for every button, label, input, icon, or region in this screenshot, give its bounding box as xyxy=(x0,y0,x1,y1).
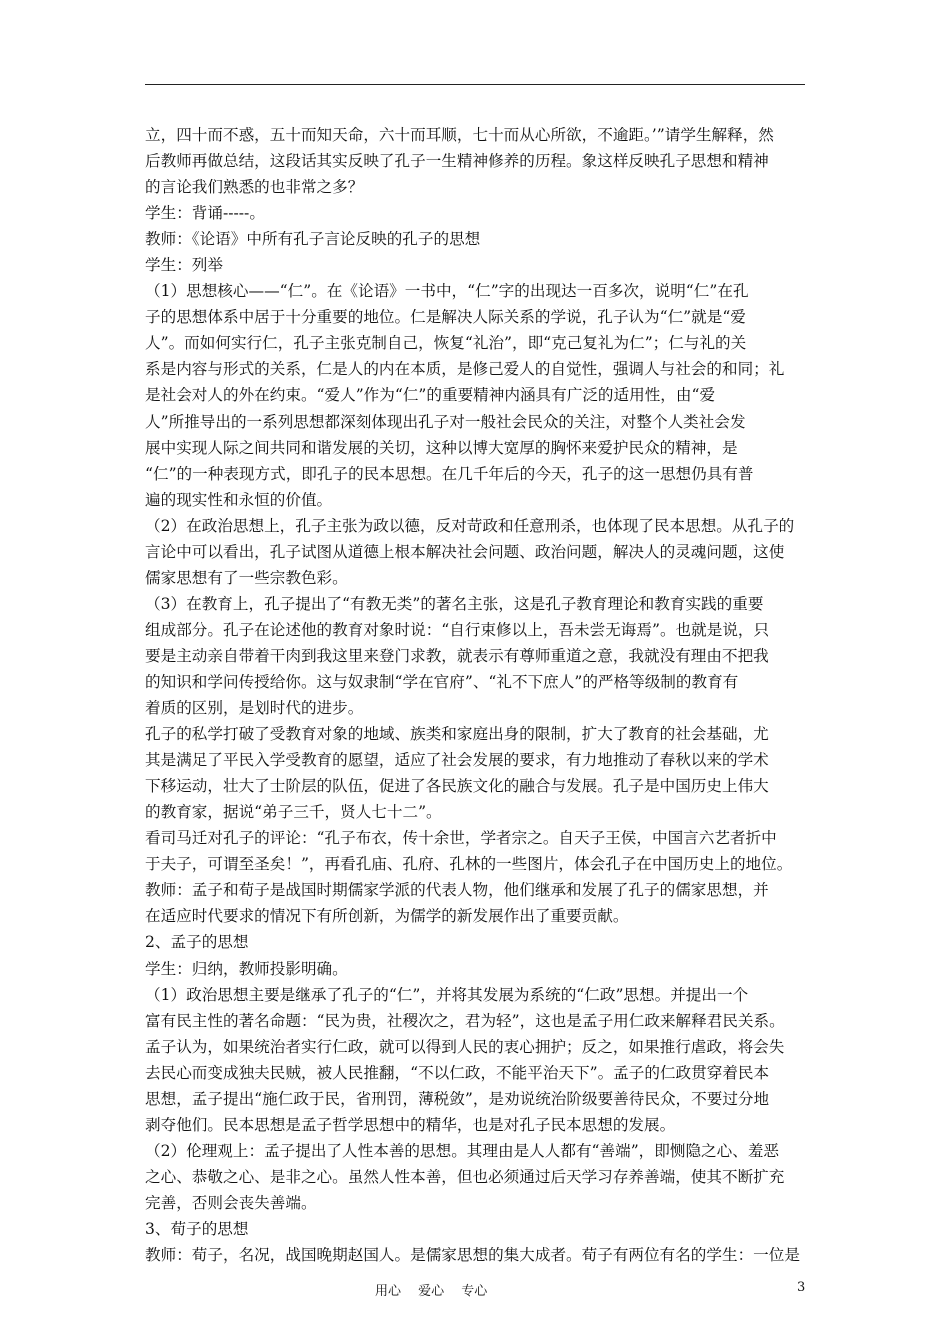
text-line: 组成部分。孔子在论述他的教育对象时说：“自行束修以上，吾未尝无诲焉”。也就是说，只 xyxy=(145,620,770,639)
text-line: 教师：《论语》中所有孔子言论反映的孔子的思想 xyxy=(145,230,481,249)
text-line: 孔子的私学打破了受教育对象的地域、族类和家庭出身的限制，扩大了教育的社会基础，尤 xyxy=(145,725,769,744)
text-line: 思想，孟子提出“施仁政于民，省刑罚，薄税敛”，是劝说统治阶级要善待民众，不要过分地 xyxy=(145,1089,770,1108)
text-line: 去民心而变成独夫民贼，被人民推翻，“不以仁政，不能平治天下”。孟子的仁政贯穿着民本 xyxy=(145,1063,770,1082)
text-line: 的言论我们熟悉的也非常之多？ xyxy=(145,178,364,197)
text-line: 剥夺他们。民本思想是孟子哲学思想中的精华，也是对孔子民本思想的发展。 xyxy=(145,1115,676,1134)
text-line: 遍的现实性和永恒的价值。 xyxy=(145,490,333,509)
text-line: 人”所推导出的一系列思想都深刻体现出孔子对一般社会民众的关注，对整个人类社会发 xyxy=(145,412,746,431)
text-line: 展中实现人际之间共同和谐发展的关切，这种以博大宽厚的胸怀来爱护民众的精神，是 xyxy=(145,438,738,457)
text-line: 其是满足了平民入学受教育的愿望，适应了社会发展的要求，有力地推动了春秋以来的学术 xyxy=(145,751,769,770)
text-line: 学生：列举 xyxy=(145,256,223,275)
text-line: 3、荀子的思想 xyxy=(145,1219,249,1238)
text-line: 看司马迁对孔子的评论：“孔子布衣，传十余世，学者宗之。自天子王侯，中国言六艺者折中 xyxy=(145,829,777,848)
text-line: 言论中可以看出，孔子试图从道德上根本解决社会问题、政治问题，解决人的灵魂问题，这使 xyxy=(145,542,785,561)
text-line: 立，四十而不惑，五十而知天命，六十而耳顺，七十而从心所欲，不逾距。’”请学生解释，然 xyxy=(145,126,774,144)
text-line: （3）在教育上，孔子提出了“有教无类”的著名主张，这是孔子教育理论和教育实践的重要 xyxy=(145,594,764,613)
text-line: 在适应时代要求的情况下有所创新，为儒学的新发展作出了重要贡献。 xyxy=(145,907,629,926)
text-line: 完善，否则会丧失善端。 xyxy=(145,1193,317,1212)
text-line: 富有民主性的著名命题：“民为贵，社稷次之，君为轻”，这也是孟子用仁政来解释君民关系。 xyxy=(145,1011,785,1030)
text-line: 后教师再做总结，这段话其实反映了孔子一生精神修养的历程。象这样反映孔子思想和精神 xyxy=(145,152,769,171)
text-line: 子的思想体系中居于十分重要的地位。仁是解决人际关系的学说，孔子认为“仁”就是“爱 xyxy=(145,308,746,327)
page-number: 3 xyxy=(797,1280,806,1295)
text-line: 是社会对人的外在约束。“爱人”作为“仁”的重要精神内涵具有广泛的适用性，由“爱 xyxy=(145,386,716,405)
text-line: 系是内容与形式的关系，仁是人的内在本质，是修己爱人的自觉性，强调人与社会的和同；礼 xyxy=(145,360,785,379)
text-line: 之心、恭敬之心、是非之心。虽然人性本善，但也必须通过后天学习存养善端，使其不断扩充 xyxy=(145,1167,785,1186)
text-line: 教师：孟子和荀子是战国时期儒家学派的代表人物，他们继承和发展了孔子的儒家思想，并 xyxy=(145,881,769,900)
text-line: 孟子认为，如果统治者实行仁政，就可以得到人民的衷心拥护；反之，如果推行虐政，将会失 xyxy=(145,1037,785,1056)
text-line: 2、孟子的思想 xyxy=(145,933,249,952)
text-line: 于夫子，可谓至圣矣！”，再看孔庙、孔府、孔林的一些图片，体会孔子在中国历史上的地位。 xyxy=(145,855,793,874)
text-line: （2）伦理观上：孟子提出了人性本善的思想。其理由是人人都有“善端”，即恻隐之心、羞恶 xyxy=(145,1141,780,1160)
text-line: （1）思想核心——“仁”。在《论语》一书中，“仁”字的出现达一百多次，说明“仁”在孔 xyxy=(145,282,749,301)
text-line: 学生：归纳，教师投影明确。 xyxy=(145,959,348,978)
text-line: 的教育家，据说“弟子三千，贤人七十二”。 xyxy=(145,803,442,822)
text-line: 要是主动亲自带着干肉到我这里来登门求教，就表示有尊师重道之意，我就没有理由不把我 xyxy=(145,646,769,665)
text-line: “仁”的一种表现方式，即孔子的民本思想。在几千年后的今天，孔子的这一思想仍具有普 xyxy=(145,464,754,483)
text-line: （2）在政治思想上，孔子主张为政以德，反对苛政和任意刑杀，也体现了民本思想。从孔子的 xyxy=(145,516,795,535)
text-line: （1）政治思想主要是继承了孔子的“仁”，并将其发展为系统的“仁政”思想。并提出一个 xyxy=(145,985,749,1004)
text-line: 下移运动，壮大了士阶层的队伍，促进了各民族文化的融合与发展。孔子是中国历史上伟大 xyxy=(145,777,769,796)
footer-motto: 用心 爱心 专心 xyxy=(375,1284,488,1299)
text-line: 着质的区别，是划时代的进步。 xyxy=(145,699,364,718)
text-line: 的知识和学问传授给你。这与奴隶制“学在官府”、“礼不下庶人”的严格等级制的教育有 xyxy=(145,672,739,691)
text-line: 教师：荀子，名况，战国晚期赵国人。是儒家思想的集大成者。荀子有两位有名的学生：一位是 xyxy=(145,1246,800,1265)
header-rule xyxy=(145,84,805,85)
text-line: 学生：背诵-----。 xyxy=(145,204,265,223)
text-line: 儒家思想有了一些宗教色彩。 xyxy=(145,568,348,587)
document-body xyxy=(145,122,807,1268)
text-line: 人”。而如何实行仁，孔子主张克制自己，恢复“礼治”，即“克己复礼为仁”；仁与礼的关 xyxy=(145,334,747,353)
